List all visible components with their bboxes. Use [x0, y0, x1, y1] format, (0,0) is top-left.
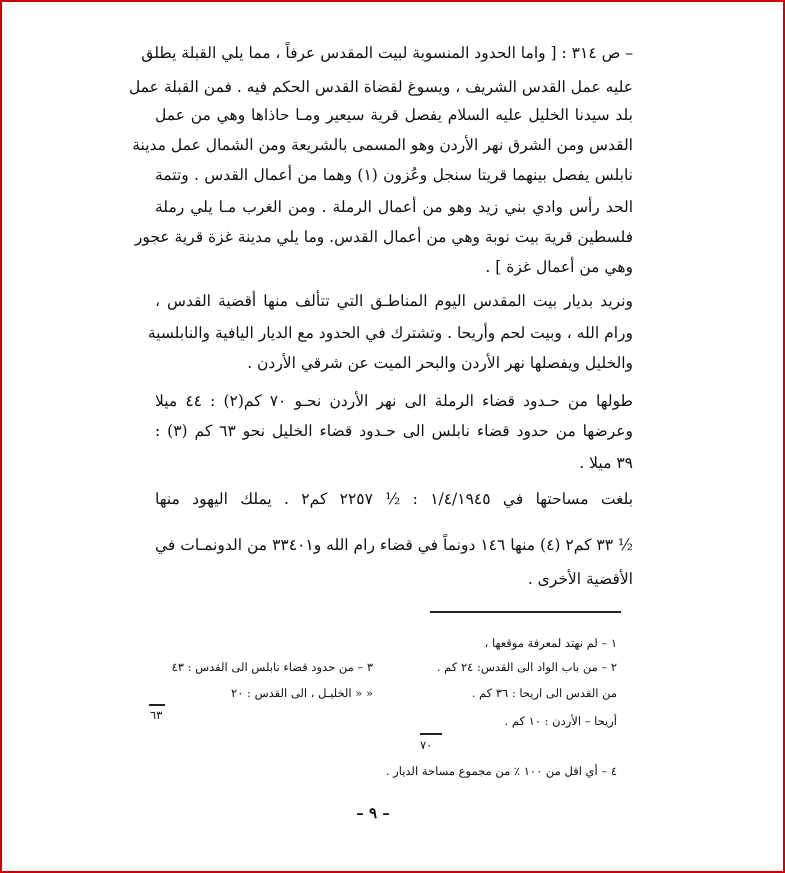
paragraph-1-line-6: الحد رأس وادي بني زيد وهو من أعمال الرملة . ومن الغرب مـا يلي رملة — [155, 198, 633, 216]
footnote-separator — [430, 611, 621, 613]
footnote-2-line-3: أريحا – الأردن : ١٠ كم . — [504, 714, 617, 728]
paragraph-2-line-2: ورام الله ، وبيت لحم وأريحا . وتشترك في الحدود مع الديار اليافية والنابلسية — [147, 324, 633, 342]
footnote-4: ٤ – أي اقل من ١٠٠ ٪ من مجموع مساحة الديار . — [385, 764, 617, 778]
paragraph-1-line-1: – ص ٣١٤ : [ واما الحدود المنسوبة لبيت المقدس عرفاً ، مما يلي القبلة يطلق — [141, 44, 633, 62]
paragraph-1-line-3: بلد سيدنا الخليل عليه السلام يفصل قرية سيعير ومـا حاذاها وهي من عمل — [155, 106, 633, 124]
paragraph-1-line-7: فلسطين قرية بيت نوبة وهي من أعمال القدس. وما يلي مدينة غزة قرية عجور — [134, 228, 633, 246]
paragraph-4-line-1: بلغت مساحتها في ١/٤/١٩٤٥ : ½ ٢٢٥٧ كم٢ . يملك اليهود منها — [155, 490, 634, 508]
paragraph-2-line-3: والخليل ويفصلها نهر الأردن والبحر الميت عن شرقي الأردن . — [247, 354, 633, 372]
footnote-2-sum-line — [420, 733, 442, 735]
paragraph-1-line-4: القدس ومن الشرق نهر الأردن وهو المسمى بالشريعة ومن الشمال عمل مدينة — [132, 136, 633, 154]
paragraph-4-line-2: ½ ٣٣ كم٢ (٤) منها ١٤٦ دونماً في قضاء رام الله و٣٣٤٠١ من الدونمـات في — [155, 536, 634, 554]
paragraph-3-line-1: طولها من حـدود قضاء الرملة الى نهر الأردن نحـو ٧٠ كم(٢) : ٤٤ ميلا — [155, 392, 633, 410]
paragraph-1-line-8: وهي من أعمال غزة ] . — [485, 258, 633, 276]
footnote-2-total: ٧٠ — [420, 738, 433, 752]
page-number: – ٩ – — [356, 804, 390, 822]
paragraph-3-line-3: ٣٩ ميلا . — [579, 454, 633, 472]
paragraph-3-line-2: وعرضها من حدود قضاء نابلس الى حـدود قضاء الخليل نحو ٦٣ كم (٣) : — [155, 422, 633, 440]
footnote-2-line-1: ٢ – من باب الواد الى القدس: ٢٤ كم . — [436, 660, 617, 674]
footnote-2-line-2: من القدس الى اريحا : ٣٦ كم . — [471, 686, 617, 700]
paragraph-2-line-1: ونريد بديار بيت المقدس اليوم المناطـق التي تتألف منها أقضية القدس ، — [155, 292, 633, 310]
footnote-3-total: ٦٣ — [150, 708, 163, 722]
footnote-3-line-1: ٣ – من حدود قضاء نابلس الى القدس : ٤٣ — [171, 660, 373, 674]
footnote-1: ١ – لم نهتد لمعرفة موقعها ، — [484, 636, 617, 650]
paragraph-1-line-5: نابلس يفصل بينهما قريتا سنجل وعُزون (١) وهما من أعمال القدس . وتتمة — [155, 166, 633, 184]
paragraph-4-line-3: الأقضية الأخرى . — [527, 570, 633, 588]
footnote-3-line-2: « « الخليـل ، الى القدس : ٢٠ — [231, 686, 373, 700]
paragraph-1-line-2: عليه عمل القدس الشريف ، ويسوغ لقضاة القدس الحكم فيه . فمن القبلة عمل — [128, 78, 633, 96]
